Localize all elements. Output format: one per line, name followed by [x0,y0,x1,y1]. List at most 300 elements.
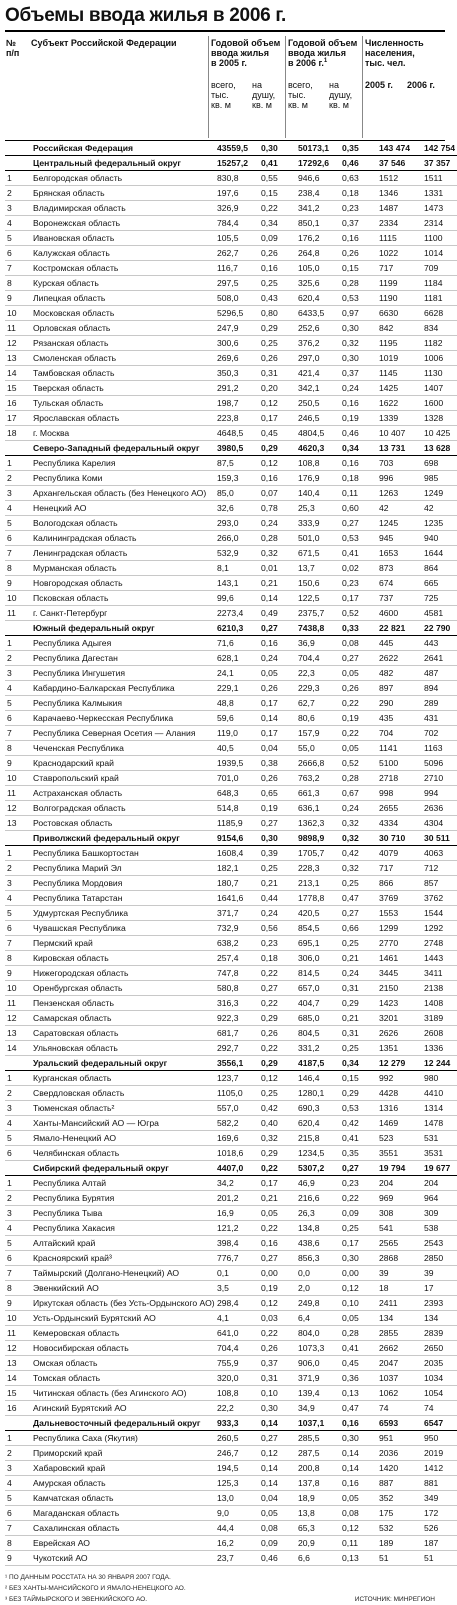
population-2005: 1263 [377,486,422,501]
volume-2005-per-capita: 0,19 [259,1281,296,1296]
subject-name: Самарская область [31,1011,215,1026]
volume-2005-per-capita: 0,32 [259,546,296,561]
subject-name: Астраханская область [31,786,215,801]
volume-2006-total: 946,6 [296,171,340,186]
population-2005: 13 731 [377,441,422,456]
table-row [5,876,457,891]
population-2006: 702 [422,726,457,741]
population-2005: 1245 [377,516,422,531]
volume-2005-per-capita: 0,29 [259,1146,296,1161]
volume-2005-per-capita: 0,22 [259,201,296,216]
volume-2006-total: 420,5 [296,906,340,921]
row-number: 2 [5,651,31,666]
volume-2005-total: 108,8 [215,1386,259,1401]
population-2006: 2393 [422,1296,457,1311]
row-number: 8 [5,1536,31,1551]
volume-2005-per-capita: 0,19 [259,801,296,816]
subject-name: Вологодская область [31,516,215,531]
row-number: 1 [5,1431,31,1446]
volume-2006-total: 80,6 [296,711,340,726]
volume-2005-total: 292,7 [215,1041,259,1056]
table-row [5,1191,457,1206]
population-2006: 1182 [422,336,457,351]
row-number: 3 [5,666,31,681]
table-row [5,951,457,966]
row-number: 14 [5,1371,31,1386]
volume-2005-per-capita: 0,26 [259,246,296,261]
subject-name: Республика Ингушетия [31,666,215,681]
row-number: 6 [5,711,31,726]
volume-2006-per-capita: 0,41 [340,546,377,561]
volume-2005-per-capita: 0,17 [259,696,296,711]
volume-2005-per-capita: 0,17 [259,1176,296,1191]
volume-2006-total: 6433,5 [296,306,340,321]
table-row [5,1491,457,1506]
row-number: 6 [5,1251,31,1266]
volume-2006-per-capita: 0,27 [340,516,377,531]
population-2005: 1199 [377,276,422,291]
row-number: 3 [5,1461,31,1476]
population-2006: 4410 [422,1086,457,1101]
volume-2006-per-capita: 0,27 [340,651,377,666]
volume-2006-total: 1705,7 [296,846,340,861]
row-number: 6 [5,1506,31,1521]
volume-2005-total: 9154,6 [215,831,259,846]
volume-2005-per-capita: 0,27 [259,981,296,996]
volume-2005-per-capita: 0,41 [259,156,296,171]
volume-2006-total: 804,0 [296,1326,340,1341]
population-2006: 3531 [422,1146,457,1161]
table-row [5,381,457,396]
total-row [5,141,457,156]
volume-2006-per-capita: 0,41 [340,1341,377,1356]
volume-2005-per-capita: 0,29 [259,1056,296,1071]
volume-2006-per-capita: 0,30 [340,321,377,336]
subject-name: Ханты-Мансийский АО — Югра [31,1116,215,1131]
volume-2005-per-capita: 0,80 [259,306,296,321]
volume-2006-per-capita: 0,53 [340,291,377,306]
population-2006: 1249 [422,486,457,501]
table-row [5,1311,457,1326]
volume-2006-per-capita: 0,23 [340,576,377,591]
volume-2005-total: 1105,0 [215,1086,259,1101]
population-2005: 352 [377,1491,422,1506]
population-2005: 290 [377,696,422,711]
source-note: ИСТОЧНИК: МИНРЕГИОН [354,1596,435,1603]
subject-name: Псковская область [31,591,215,606]
volume-2005-total: 350,3 [215,366,259,381]
population-2005: 4334 [377,816,422,831]
volume-2006-per-capita: 0,25 [340,876,377,891]
volume-2006-total: 421,4 [296,366,340,381]
population-2006: 985 [422,471,457,486]
volume-2005-per-capita: 0,20 [259,381,296,396]
volume-2005-per-capita: 0,22 [259,996,296,1011]
volume-2005-total: 2273,4 [215,606,259,621]
volume-2006-per-capita: 0,19 [340,711,377,726]
table-row [5,231,457,246]
volume-2006-total: 671,5 [296,546,340,561]
subject-name: Ставропольский край [31,771,215,786]
population-2006: 526 [422,1521,457,1536]
population-2005: 42 [377,501,422,516]
population-2006: 6628 [422,306,457,321]
population-2005: 2626 [377,1026,422,1041]
volume-2005-total: 247,9 [215,321,259,336]
volume-2006-per-capita: 0,34 [340,1056,377,1071]
population-2006: 2138 [422,981,457,996]
subject-name: Республика Калмыкия [31,696,215,711]
table-row [5,411,457,426]
row-number: 3 [5,876,31,891]
subject-name: Волгоградская область [31,801,215,816]
volume-2006-per-capita: 0,16 [340,456,377,471]
table-row [5,1506,457,1521]
volume-2006-total: 249,8 [296,1296,340,1311]
population-2006: 1292 [422,921,457,936]
table-row [5,681,457,696]
subject-name: Удмуртская Республика [31,906,215,921]
volume-2005-total: 557,0 [215,1101,259,1116]
volume-2006-total: 342,1 [296,381,340,396]
table-row [5,801,457,816]
volume-2005-total: 1939,5 [215,756,259,771]
subject-name: Ульяновская область [31,1041,215,1056]
volume-2006-per-capita: 0,16 [340,1476,377,1491]
footnote-2: ² БЕЗ ХАНТЫ-МАНСИЙСКОГО И ЯМАЛО-НЕНЕЦКОГО АО. [5,1585,186,1592]
volume-2005-total: 182,1 [215,861,259,876]
population-2005: 674 [377,576,422,591]
population-2005: 22 821 [377,621,422,636]
population-2006: 1100 [422,231,457,246]
subject-name: Республика Хакасия [31,1221,215,1236]
table-row [5,1296,457,1311]
row-number: 8 [5,276,31,291]
volume-2005-per-capita: 0,55 [259,171,296,186]
subject-name: Ненецкий АО [31,501,215,516]
volume-2005-per-capita: 0,32 [259,1131,296,1146]
subject-name: Еврейская АО [31,1536,215,1551]
volume-2005-total: 1608,4 [215,846,259,861]
population-2006: 3411 [422,966,457,981]
volume-2005-total: 223,8 [215,411,259,426]
subject-name: Республика Мордовия [31,876,215,891]
volume-2005-per-capita: 0,29 [259,1011,296,1026]
population-2005: 2855 [377,1326,422,1341]
volume-2005-total: 71,6 [215,636,259,651]
subject-name: Северо-Западный федеральный округ [31,441,215,456]
subject-name: Кировская область [31,951,215,966]
table-row [5,396,457,411]
volume-2006-total: 1037,1 [296,1416,340,1431]
volume-2006-total: 685,0 [296,1011,340,1026]
volume-2006-total: 252,6 [296,321,340,336]
volume-2005-total: 13,0 [215,1491,259,1506]
subject-name: Камчатская область [31,1491,215,1506]
population-2005: 3551 [377,1146,422,1161]
table-row [5,1176,457,1191]
population-2006: 881 [422,1476,457,1491]
volume-2005-total: 23,7 [215,1551,259,1566]
volume-2005-per-capita: 0,21 [259,876,296,891]
population-2005: 2334 [377,216,422,231]
volume-2006-per-capita: 0,17 [340,591,377,606]
table-row [5,1371,457,1386]
subject-name: Республика Карелия [31,456,215,471]
volume-2005-per-capita: 0,15 [259,186,296,201]
volume-2005-total: 298,4 [215,1296,259,1311]
volume-2005-total: 105,5 [215,231,259,246]
population-2006: 22 790 [422,621,457,636]
row-number: 3 [5,1101,31,1116]
row-number: 9 [5,966,31,981]
volume-2006-total: 7438,8 [296,621,340,636]
volume-2005-per-capita: 0,21 [259,576,296,591]
population-2006: 1408 [422,996,457,1011]
volume-2006-per-capita: 0,26 [340,246,377,261]
district-row [5,441,457,456]
population-2005: 523 [377,1131,422,1146]
population-2005: 996 [377,471,422,486]
row-number: 8 [5,741,31,756]
volume-2006-per-capita: 0,29 [340,996,377,1011]
subject-name: Свердловская область [31,1086,215,1101]
district-row [5,831,457,846]
volume-2006-per-capita: 0,18 [340,471,377,486]
volume-2006-total: 22,3 [296,666,340,681]
volume-2006-total: 620,4 [296,291,340,306]
volume-2006-per-capita: 0,14 [340,1461,377,1476]
header-divider [208,36,209,138]
volume-2006-per-capita: 0,30 [340,351,377,366]
volume-2005-per-capita: 0,00 [259,1266,296,1281]
volume-2005-per-capita: 0,22 [259,1161,296,1176]
volume-2006-total: 297,0 [296,351,340,366]
population-2006: 42 [422,501,457,516]
row-number: 17 [5,411,31,426]
subject-name: Карачаево-Черкесская Республика [31,711,215,726]
volume-2006-total: 2375,7 [296,606,340,621]
population-2005: 1062 [377,1386,422,1401]
volume-2006-per-capita: 0,02 [340,561,377,576]
volume-2006-total: 341,2 [296,201,340,216]
table-row [5,1101,457,1116]
volume-2005-per-capita: 0,14 [259,1461,296,1476]
subject-name: Краснодарский край [31,756,215,771]
volume-2006-per-capita: 0,28 [340,1326,377,1341]
row-number [5,621,31,636]
subject-name: Воронежская область [31,216,215,231]
row-number: 4 [5,501,31,516]
volume-2005-total: 229,1 [215,681,259,696]
row-number: 1 [5,1176,31,1191]
population-2006: 134 [422,1311,457,1326]
row-number: 9 [5,756,31,771]
row-number: 11 [5,996,31,1011]
population-2006: 4581 [422,606,457,621]
row-number: 2 [5,1191,31,1206]
table-row [5,276,457,291]
subject-name: Республика Северная Осетия — Алания [31,726,215,741]
population-2005: 737 [377,591,422,606]
volume-2006-total: 501,0 [296,531,340,546]
volume-2006-total: 285,5 [296,1431,340,1446]
volume-2006-total: 371,9 [296,1371,340,1386]
volume-2005-total: 4407,0 [215,1161,259,1176]
row-number: 10 [5,981,31,996]
volume-2005-total: 121,2 [215,1221,259,1236]
population-2006: 1478 [422,1116,457,1131]
volume-2005-per-capita: 0,31 [259,366,296,381]
volume-2006-per-capita: 0,23 [340,201,377,216]
volume-2006-per-capita: 0,27 [340,1161,377,1176]
volume-2006-total: 657,0 [296,981,340,996]
volume-2006-per-capita: 0,11 [340,1536,377,1551]
volume-2006-per-capita: 0,42 [340,1116,377,1131]
population-2006: 538 [422,1221,457,1236]
population-2006: 6547 [422,1416,457,1431]
volume-2005-per-capita: 0,30 [259,141,296,156]
subject-name: Челябинская область [31,1146,215,1161]
population-2005: 482 [377,666,422,681]
population-2005: 19 794 [377,1161,422,1176]
subject-name: Ямало-Ненецкий АО [31,1131,215,1146]
population-2006: 1407 [422,381,457,396]
subject-name: Ярославская область [31,411,215,426]
volume-2006-per-capita: 0,32 [340,816,377,831]
volume-2005-per-capita: 0,16 [259,1236,296,1251]
header-total-2005: всего, тыс. кв. м [211,80,236,110]
population-2006: 4304 [422,816,457,831]
volume-2006-per-capita: 0,14 [340,1446,377,1461]
row-number [5,1161,31,1176]
population-2005: 1115 [377,231,422,246]
volume-2006-per-capita: 0,31 [340,1026,377,1041]
row-number: 16 [5,396,31,411]
population-2005: 1420 [377,1461,422,1476]
population-2006: 1336 [422,1041,457,1056]
population-2005: 5100 [377,756,422,771]
volume-2006-total: 46,9 [296,1176,340,1191]
population-2006: 2608 [422,1026,457,1041]
volume-2005-total: 701,0 [215,771,259,786]
subject-name: Амурская область [31,1476,215,1491]
row-number: 10 [5,771,31,786]
volume-2005-per-capita: 0,38 [259,756,296,771]
volume-2005-total: 99,6 [215,591,259,606]
volume-2005-per-capita: 0,05 [259,666,296,681]
volume-2006-per-capita: 0,24 [340,966,377,981]
table-row [5,1026,457,1041]
volume-2005-per-capita: 0,14 [259,591,296,606]
population-2006: 172 [422,1506,457,1521]
row-number: 5 [5,516,31,531]
subject-name: Уральский федеральный округ [31,1056,215,1071]
population-2006: 1006 [422,351,457,366]
population-2006: 30 511 [422,831,457,846]
header-vol2006: Годовой объем ввода жилья в 2006 г.$^1$ [288,38,358,68]
table-row [5,1146,457,1161]
population-2005: 10 407 [377,426,422,441]
volume-2006-per-capita: 0,25 [340,1221,377,1236]
population-2006: 1544 [422,906,457,921]
district-row [5,621,457,636]
volume-2005-per-capita: 0,39 [259,846,296,861]
volume-2006-per-capita: 0,53 [340,1101,377,1116]
population-2005: 992 [377,1071,422,1086]
table-row [5,1041,457,1056]
volume-2005-total: 3,5 [215,1281,259,1296]
population-2006: 142 754 [422,141,457,156]
district-row [5,1416,457,1431]
volume-2006-per-capita: 0,22 [340,1191,377,1206]
volume-2006-total: 331,2 [296,1041,340,1056]
volume-2006-per-capita: 0,32 [340,831,377,846]
row-number: 14 [5,1041,31,1056]
row-number: 2 [5,186,31,201]
row-number [5,141,31,156]
volume-2006-total: 636,1 [296,801,340,816]
volume-2006-per-capita: 0,24 [340,801,377,816]
row-number: 9 [5,1296,31,1311]
population-2006: 725 [422,591,457,606]
population-2005: 435 [377,711,422,726]
row-number: 8 [5,951,31,966]
volume-2006-total: 690,3 [296,1101,340,1116]
housing-table [5,141,457,1566]
population-2006: 2543 [422,1236,457,1251]
volume-2005-total: 830,8 [215,171,259,186]
subject-name: Саратовская область [31,1026,215,1041]
volume-2006-per-capita: 0,53 [340,531,377,546]
volume-2006-total: 620,4 [296,1116,340,1131]
row-number: 7 [5,1266,31,1281]
volume-2005-total: 87,5 [215,456,259,471]
population-2005: 6593 [377,1416,422,1431]
population-2006: 39 [422,1266,457,1281]
header-divider [362,36,363,138]
volume-2006-total: 213,1 [296,876,340,891]
row-number: 9 [5,291,31,306]
population-2006: 1600 [422,396,457,411]
volume-2006-per-capita: 0,15 [340,1071,377,1086]
row-number: 3 [5,201,31,216]
volume-2006-total: 139,4 [296,1386,340,1401]
volume-2006-per-capita: 0,63 [340,171,377,186]
volume-2006-per-capita: 0,05 [340,1491,377,1506]
volume-2005-per-capita: 0,26 [259,1341,296,1356]
subject-name: Республика Коми [31,471,215,486]
volume-2005-total: 48,8 [215,696,259,711]
footnote-1: ¹ ПО ДАННЫМ РОССТАТА НА 30 ЯНВАРЯ 2007 ГОДА. [5,1574,171,1581]
volume-2006-per-capita: 0,10 [340,1296,377,1311]
row-number: 1 [5,456,31,471]
population-2006: 309 [422,1206,457,1221]
volume-2005-per-capita: 0,42 [259,1101,296,1116]
population-2006: 531 [422,1131,457,1146]
volume-2006-per-capita: 0,13 [340,1386,377,1401]
volume-2005-total: 732,9 [215,921,259,936]
volume-2005-per-capita: 0,09 [259,1536,296,1551]
subject-name: Белгородская область [31,171,215,186]
table-row [5,321,457,336]
volume-2006-total: 2666,8 [296,756,340,771]
volume-2006-total: 1362,3 [296,816,340,831]
table-row [5,696,457,711]
header-subject: Субъект Российской Федерации [31,38,177,48]
volume-2006-total: 176,9 [296,471,340,486]
table-row [5,306,457,321]
